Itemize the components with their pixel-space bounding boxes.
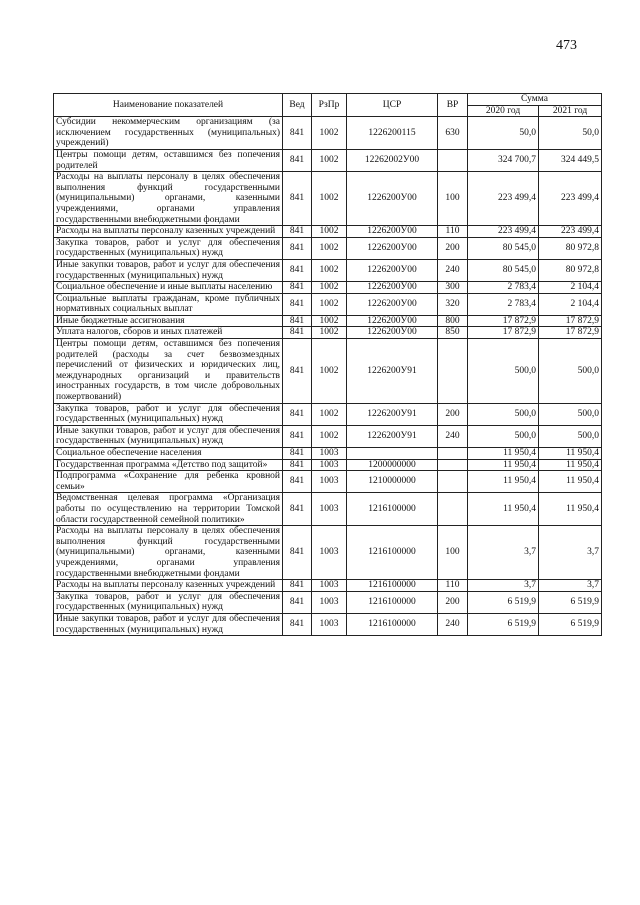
- cell-vr: 240: [438, 425, 468, 447]
- cell-ved: 841: [283, 471, 312, 493]
- cell-name: Государственная программа «Детство под защитой»: [54, 459, 283, 471]
- page-number: 473: [556, 38, 577, 53]
- cell-2021: 11 950,4: [539, 459, 602, 471]
- cell-2020: 11 950,4: [468, 448, 539, 460]
- cell-vr: [438, 339, 468, 404]
- table-row: [54, 459, 602, 471]
- table-row: [54, 403, 602, 425]
- cell-rzpr: 1003: [312, 471, 347, 493]
- cell-ved: 841: [283, 149, 312, 171]
- cell-vr: 240: [438, 259, 468, 281]
- cell-vr: 110: [438, 226, 468, 238]
- cell-vr: 100: [438, 172, 468, 226]
- cell-csr: 1216100000: [347, 526, 438, 580]
- cell-name: Ведомственная целевая программа «Организация работы по осуществлению на территории Томской области государственной семейной политики»: [54, 493, 283, 526]
- cell-csr: 1226200У00: [347, 226, 438, 238]
- cell-name: Иные бюджетные ассигнования: [54, 315, 283, 327]
- cell-name: Уплата налогов, сборов и иных платежей: [54, 327, 283, 339]
- cell-csr: 1226200У00: [347, 259, 438, 281]
- cell-name: Субсидии некоммерческим организациям (за исключением государственных (муниципальных) учреждений): [54, 117, 283, 150]
- cell-vr: 100: [438, 526, 468, 580]
- cell-rzpr: 1002: [312, 117, 347, 150]
- cell-2020: 223 499,4: [468, 172, 539, 226]
- cell-2021: 223 499,4: [539, 226, 602, 238]
- cell-2020: 3,7: [468, 580, 539, 592]
- cell-2021: 11 950,4: [539, 493, 602, 526]
- table-row: [54, 471, 602, 493]
- cell-2020: 80 545,0: [468, 259, 539, 281]
- cell-vr: [438, 459, 468, 471]
- cell-2021: 6 519,9: [539, 613, 602, 635]
- cell-name: Социальное обеспечение населения: [54, 448, 283, 460]
- cell-ved: 841: [283, 526, 312, 580]
- cell-csr: 1216100000: [347, 591, 438, 613]
- cell-rzpr: 1002: [312, 339, 347, 404]
- cell-rzpr: 1002: [312, 315, 347, 327]
- table-row: [54, 591, 602, 613]
- cell-csr: [347, 448, 438, 460]
- table-row: [54, 526, 602, 580]
- header-vr: ВР: [438, 94, 468, 117]
- budget-table: [53, 93, 602, 636]
- cell-rzpr: 1003: [312, 591, 347, 613]
- cell-ved: 841: [283, 282, 312, 294]
- cell-ved: 841: [283, 293, 312, 315]
- header-ved: Вед: [283, 94, 312, 117]
- cell-csr: 1226200У00: [347, 315, 438, 327]
- cell-2020: 6 519,9: [468, 613, 539, 635]
- table-row: [54, 282, 602, 294]
- cell-rzpr: 1002: [312, 403, 347, 425]
- header-year-2021: 2021 год: [539, 105, 602, 117]
- cell-ved: 841: [283, 117, 312, 150]
- cell-csr: 1210000000: [347, 471, 438, 493]
- cell-rzpr: 1003: [312, 580, 347, 592]
- cell-name: Центры помощи детям, оставшимся без попечения родителей (расходы за счет безвозмездных перечислений от физических и юридических лиц, международных организаций и правительств иностранных государств, в том числе добровольных пожертвований): [54, 339, 283, 404]
- cell-vr: 300: [438, 282, 468, 294]
- cell-name: Расходы на выплаты персоналу в целях обеспечения выполнения функций государственными (муниципальными) органами, казенными учреждениями, органами управления государственными внебюджетными фондами: [54, 172, 283, 226]
- cell-csr: 1216100000: [347, 493, 438, 526]
- cell-csr: 1216100000: [347, 580, 438, 592]
- cell-2021: 500,0: [539, 425, 602, 447]
- cell-2021: 3,7: [539, 580, 602, 592]
- cell-rzpr: 1002: [312, 172, 347, 226]
- cell-ved: 841: [283, 403, 312, 425]
- cell-ved: 841: [283, 425, 312, 447]
- cell-rzpr: 1003: [312, 613, 347, 635]
- header-name: Наименование показателей: [54, 94, 283, 117]
- cell-name: Иные закупки товаров, работ и услуг для обеспечения государственных (муниципальных) нужд: [54, 425, 283, 447]
- cell-rzpr: 1002: [312, 149, 347, 171]
- table-row: [54, 493, 602, 526]
- cell-ved: 841: [283, 226, 312, 238]
- cell-2021: 11 950,4: [539, 471, 602, 493]
- table-row: [54, 259, 602, 281]
- cell-ved: 841: [283, 237, 312, 259]
- cell-name: Расходы на выплаты персоналу казенных учреждений: [54, 580, 283, 592]
- cell-vr: [438, 448, 468, 460]
- cell-name: Закупка товаров, работ и услуг для обеспечения государственных (муниципальных) нужд: [54, 591, 283, 613]
- table-row: [54, 172, 602, 226]
- cell-ved: 841: [283, 580, 312, 592]
- cell-csr: 1216100000: [347, 613, 438, 635]
- cell-vr: 850: [438, 327, 468, 339]
- cell-2021: 80 972,8: [539, 259, 602, 281]
- cell-2020: 80 545,0: [468, 237, 539, 259]
- table-row: [54, 293, 602, 315]
- cell-2021: 324 449,5: [539, 149, 602, 171]
- cell-vr: 200: [438, 237, 468, 259]
- table-row: [54, 580, 602, 592]
- cell-name: Расходы на выплаты персоналу казенных учреждений: [54, 226, 283, 238]
- cell-ved: 841: [283, 448, 312, 460]
- table-row: [54, 425, 602, 447]
- cell-rzpr: 1002: [312, 237, 347, 259]
- cell-ved: 841: [283, 259, 312, 281]
- cell-2020: 500,0: [468, 339, 539, 404]
- header-csr: ЦСР: [347, 94, 438, 117]
- cell-2020: 500,0: [468, 403, 539, 425]
- cell-name: Закупка товаров, работ и услуг для обеспечения государственных (муниципальных) нужд: [54, 237, 283, 259]
- cell-name: Расходы на выплаты персоналу в целях обеспечения выполнения функций государственными (муниципальными) органами, казенными учреждениями, органами управления государственными внебюджетными фондами: [54, 526, 283, 580]
- cell-2020: 6 519,9: [468, 591, 539, 613]
- cell-csr: 1226200У91: [347, 403, 438, 425]
- cell-ved: 841: [283, 493, 312, 526]
- cell-ved: 841: [283, 172, 312, 226]
- cell-2021: 2 104,4: [539, 282, 602, 294]
- cell-rzpr: 1002: [312, 293, 347, 315]
- cell-2021: 17 872,9: [539, 315, 602, 327]
- cell-2021: 500,0: [539, 403, 602, 425]
- cell-2021: 500,0: [539, 339, 602, 404]
- cell-vr: 320: [438, 293, 468, 315]
- cell-csr: 1226200У00: [347, 237, 438, 259]
- cell-2021: 223 499,4: [539, 172, 602, 226]
- cell-csr: 1226200У00: [347, 327, 438, 339]
- table-row: [54, 339, 602, 404]
- cell-2020: 50,0: [468, 117, 539, 150]
- cell-csr: 1226200У91: [347, 425, 438, 447]
- cell-vr: 800: [438, 315, 468, 327]
- table-row: [54, 613, 602, 635]
- cell-2020: 2 783,4: [468, 282, 539, 294]
- cell-2020: 223 499,4: [468, 226, 539, 238]
- table-body: [54, 117, 602, 636]
- cell-ved: 841: [283, 591, 312, 613]
- cell-2021: 3,7: [539, 526, 602, 580]
- cell-rzpr: 1003: [312, 459, 347, 471]
- table-row: [54, 315, 602, 327]
- cell-rzpr: 1002: [312, 226, 347, 238]
- cell-name: Закупка товаров, работ и услуг для обеспечения государственных (муниципальных) нужд: [54, 403, 283, 425]
- header-sum: Сумма: [468, 94, 602, 106]
- cell-rzpr: 1002: [312, 282, 347, 294]
- header-rzpr: РзПр: [312, 94, 347, 117]
- cell-ved: 841: [283, 327, 312, 339]
- cell-vr: 110: [438, 580, 468, 592]
- table-row: [54, 327, 602, 339]
- cell-vr: 240: [438, 613, 468, 635]
- cell-name: Социальные выплаты гражданам, кроме публичных нормативных социальных выплат: [54, 293, 283, 315]
- cell-rzpr: 1002: [312, 259, 347, 281]
- cell-2021: 2 104,4: [539, 293, 602, 315]
- cell-ved: 841: [283, 339, 312, 404]
- cell-2020: 17 872,9: [468, 327, 539, 339]
- cell-vr: [438, 149, 468, 171]
- cell-2021: 6 519,9: [539, 591, 602, 613]
- cell-2020: 3,7: [468, 526, 539, 580]
- cell-2020: 11 950,4: [468, 493, 539, 526]
- table-row: [54, 448, 602, 460]
- cell-vr: 200: [438, 591, 468, 613]
- header-year-2020: 2020 год: [468, 105, 539, 117]
- cell-vr: 630: [438, 117, 468, 150]
- cell-rzpr: 1003: [312, 526, 347, 580]
- cell-name: Иные закупки товаров, работ и услуг для обеспечения государственных (муниципальных) нужд: [54, 613, 283, 635]
- table-row: [54, 237, 602, 259]
- table-row: [54, 117, 602, 150]
- cell-2021: 11 950,4: [539, 448, 602, 460]
- cell-vr: 200: [438, 403, 468, 425]
- cell-csr: 1226200У00: [347, 282, 438, 294]
- cell-name: Центры помощи детям, оставшимся без попечения родителей: [54, 149, 283, 171]
- cell-csr: 1200000000: [347, 459, 438, 471]
- cell-2020: 500,0: [468, 425, 539, 447]
- cell-2020: 11 950,4: [468, 471, 539, 493]
- cell-csr: 1226200У00: [347, 293, 438, 315]
- cell-rzpr: 1003: [312, 493, 347, 526]
- cell-ved: 841: [283, 459, 312, 471]
- cell-csr: 12262002У00: [347, 149, 438, 171]
- cell-csr: 1226200У91: [347, 339, 438, 404]
- cell-2021: 80 972,8: [539, 237, 602, 259]
- cell-rzpr: 1003: [312, 448, 347, 460]
- cell-rzpr: 1002: [312, 425, 347, 447]
- cell-2020: 2 783,4: [468, 293, 539, 315]
- cell-2020: 324 700,7: [468, 149, 539, 171]
- cell-name: Подпрограмма «Сохранение для ребенка кровной семьи»: [54, 471, 283, 493]
- cell-csr: 1226200115: [347, 117, 438, 150]
- cell-2021: 50,0: [539, 117, 602, 150]
- table-row: [54, 226, 602, 238]
- cell-2021: 17 872,9: [539, 327, 602, 339]
- cell-name: Иные закупки товаров, работ и услуг для обеспечения государственных (муниципальных) нужд: [54, 259, 283, 281]
- cell-csr: 1226200У00: [347, 172, 438, 226]
- table-row: [54, 149, 602, 171]
- cell-ved: 841: [283, 613, 312, 635]
- cell-name: Социальное обеспечение и иные выплаты населению: [54, 282, 283, 294]
- cell-rzpr: 1002: [312, 327, 347, 339]
- cell-2020: 17 872,9: [468, 315, 539, 327]
- cell-ved: 841: [283, 315, 312, 327]
- cell-2020: 11 950,4: [468, 459, 539, 471]
- cell-vr: [438, 493, 468, 526]
- cell-vr: [438, 471, 468, 493]
